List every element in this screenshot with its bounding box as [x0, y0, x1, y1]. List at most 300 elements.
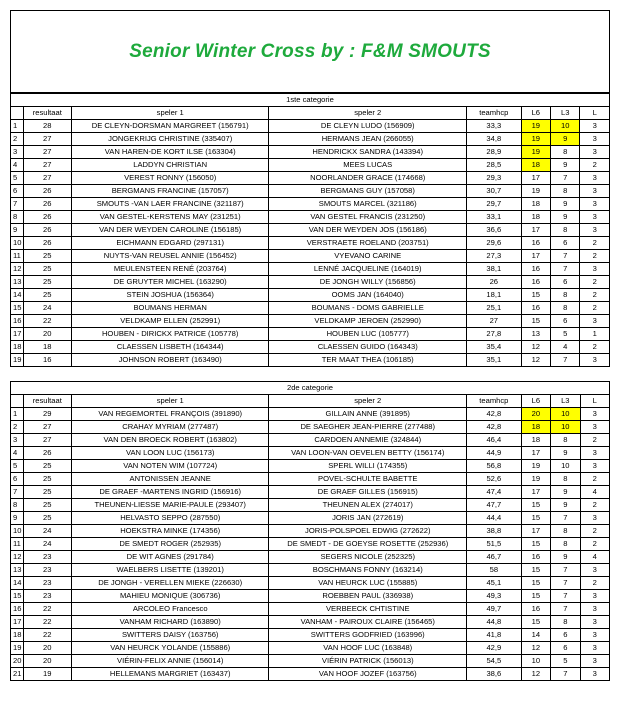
table-cell: 25: [23, 250, 71, 263]
table-cell: 52,6: [467, 473, 522, 486]
table-row: [11, 172, 610, 185]
table-row: [11, 198, 610, 211]
table-cell: 38,6: [467, 668, 522, 681]
table-cell: 4: [11, 159, 24, 172]
table-row: [11, 434, 610, 447]
table-cell: 3: [580, 263, 610, 276]
column-header: L6: [521, 107, 550, 120]
table-cell: 19: [521, 133, 550, 146]
table-cell: 10: [551, 120, 580, 133]
table-row: [11, 263, 610, 276]
table-cell: 23: [23, 564, 71, 577]
table-cell: 33,3: [466, 120, 521, 133]
table-cell: 8: [551, 434, 580, 447]
table-cell: 9: [551, 133, 580, 146]
table-row: [11, 564, 610, 577]
table-cell: 3: [580, 564, 609, 577]
table-cell: 13: [521, 328, 550, 341]
table-cell: 16: [521, 603, 550, 616]
table-cell: 5: [11, 460, 24, 473]
table-cell: 19: [23, 668, 71, 681]
table-cell: EICHMANN EDGARD (297131): [71, 237, 269, 250]
table-cell: 8: [11, 499, 24, 512]
table-cell: 6: [551, 629, 580, 642]
table-cell: 17: [11, 616, 24, 629]
table-cell: 28,5: [466, 159, 521, 172]
column-header: [11, 395, 24, 408]
table-cell: VAN DEN BROECK ROBERT (163802): [71, 434, 269, 447]
table-cell: BERGMANS FRANCINE (157057): [71, 185, 269, 198]
table-cell: 3: [580, 642, 609, 655]
table-cell: 5: [551, 328, 580, 341]
table-cell: WAELBERS LISETTE (139201): [71, 564, 269, 577]
spreadsheet: [10, 10, 610, 681]
table-cell: 17: [521, 486, 550, 499]
table-cell: 23: [23, 551, 71, 564]
table-cell: 15: [521, 564, 550, 577]
table-cell: 16: [11, 315, 24, 328]
table-cell: 20: [23, 655, 71, 668]
table-cell: SMOUTS MARCEL (321186): [269, 198, 467, 211]
table-cell: 6: [11, 473, 24, 486]
table-cell: 26: [23, 237, 71, 250]
table-cell: 29: [23, 408, 71, 421]
table-cell: LADDYN CHRISTIAN: [71, 159, 269, 172]
table-cell: 10: [551, 421, 580, 434]
table-cell: JORIS JAN (272619): [269, 512, 467, 525]
table-cell: 9: [551, 447, 580, 460]
table-cell: HOUBEN - DIRICKX PATRICE (105778): [71, 328, 269, 341]
table-row: [11, 616, 610, 629]
table-cell: 9: [551, 159, 580, 172]
table-cell: 10: [551, 460, 580, 473]
table-cell: 5: [551, 655, 580, 668]
column-header: speler 1: [71, 107, 269, 120]
table-cell: 25,1: [466, 302, 521, 315]
table-cell: 12: [521, 354, 550, 367]
table-cell: VAN GESTEL-KERSTENS MAY (231251): [71, 211, 269, 224]
table-cell: VAN HOOF LUC (163848): [269, 642, 467, 655]
table-row: [11, 668, 610, 681]
table-cell: 30,7: [466, 185, 521, 198]
table-cell: 20: [23, 642, 71, 655]
table-cell: 18,1: [466, 289, 521, 302]
table-cell: 41,8: [467, 629, 522, 642]
table-cell: 3: [580, 616, 609, 629]
table-cell: 8: [551, 185, 580, 198]
table-cell: 18: [11, 341, 24, 354]
table-cell: 44,4: [467, 512, 522, 525]
table-cell: 8: [551, 616, 580, 629]
table-cell: BERGMANS GUY (157058): [269, 185, 467, 198]
table-cell: DE WIT AGNES (291784): [71, 551, 269, 564]
table-cell: 20: [521, 408, 550, 421]
table-cell: 24: [23, 538, 71, 551]
table-cell: 15: [11, 590, 24, 603]
table-cell: VIÉRIN-FELIX ANNIE (156014): [71, 655, 269, 668]
table-cell: DE SMEDT - DE GOEYSE ROSETTE (252936): [269, 538, 467, 551]
table-cell: 10: [11, 525, 24, 538]
table-cell: 15: [521, 499, 550, 512]
table-row: [11, 538, 610, 551]
table-row: [11, 354, 610, 367]
table-cell: 17: [521, 447, 550, 460]
table-cell: 2: [580, 341, 610, 354]
column-header: L3: [551, 107, 580, 120]
table-cell: 12: [11, 551, 24, 564]
table-row: [11, 642, 610, 655]
table-row: [11, 447, 610, 460]
table-cell: 3: [580, 354, 610, 367]
table-row: [11, 250, 610, 263]
table-cell: 17: [521, 525, 550, 538]
table-row: [11, 120, 610, 133]
table-cell: VAN DER WEYDEN JOS (156186): [269, 224, 467, 237]
table-cell: 16: [521, 237, 550, 250]
table-cell: 7: [551, 250, 580, 263]
table-cell: 3: [580, 512, 609, 525]
table-cell: 15: [521, 577, 550, 590]
table-cell: VYEVANO CARINE: [269, 250, 467, 263]
table-cell: VAN LOON-VAN OEVELEN BETTY (156174): [269, 447, 467, 460]
table-cell: 18: [521, 211, 550, 224]
table-cell: VANHAM RICHARD (163890): [71, 616, 269, 629]
table-cell: VAN HEURCK YOLANDE (155886): [71, 642, 269, 655]
table-cell: 19: [521, 146, 550, 159]
table-cell: 3: [580, 590, 609, 603]
table-cell: DE CLEYN LUDO (156909): [269, 120, 467, 133]
table-cell: 8: [551, 146, 580, 159]
table-cell: 6: [551, 237, 580, 250]
table-cell: 42,9: [467, 642, 522, 655]
table-cell: VAN HAREN-DE KORT ILSE (163304): [71, 146, 269, 159]
column-header: resultaat: [23, 395, 71, 408]
table-cell: 17: [521, 224, 550, 237]
table-cell: 2: [11, 421, 24, 434]
column-header: L: [580, 395, 609, 408]
table-cell: 26: [23, 447, 71, 460]
table-cell: 15: [521, 616, 550, 629]
table-cell: DE GRUYTER MICHEL (163290): [71, 276, 269, 289]
table-row: [11, 185, 610, 198]
table-cell: 3: [580, 447, 609, 460]
table-cell: 12: [11, 263, 24, 276]
table-row: [11, 224, 610, 237]
table-cell: 22: [23, 315, 71, 328]
table-cell: 17: [11, 328, 24, 341]
table-cell: 27,3: [466, 250, 521, 263]
table-row: [11, 408, 610, 421]
table-cell: 10: [551, 408, 580, 421]
table-cell: CARDOEN ANNEMIE (324844): [269, 434, 467, 447]
column-header: [11, 107, 24, 120]
table-cell: 18: [521, 421, 550, 434]
table-cell: 3: [11, 434, 24, 447]
table-cell: 25: [23, 473, 71, 486]
table-cell: 18: [521, 434, 550, 447]
table-cell: 27: [23, 421, 71, 434]
table-cell: CRAHAY MYRIAM (277487): [71, 421, 269, 434]
table-cell: 9: [551, 551, 580, 564]
table-cell: 47,7: [467, 499, 522, 512]
table-row: [11, 590, 610, 603]
table-cell: 7: [551, 172, 580, 185]
table-cell: 3: [580, 315, 610, 328]
table-cell: CLAESSEN GUIDO (164343): [269, 341, 467, 354]
table-cell: CLAESSEN LISBETH (164344): [71, 341, 269, 354]
table-cell: 3: [580, 655, 609, 668]
table-cell: ARCOLEO Francesco: [71, 603, 269, 616]
table-cell: TER MAAT THEA (106185): [269, 354, 467, 367]
column-header: speler 2: [269, 395, 467, 408]
table-cell: 3: [580, 133, 610, 146]
table-cell: 26: [23, 224, 71, 237]
table-cell: 42,8: [467, 421, 522, 434]
table-cell: 3: [580, 185, 610, 198]
table-cell: 2: [11, 133, 24, 146]
table-cell: 2: [580, 276, 610, 289]
table-cell: 16: [521, 263, 550, 276]
table-cell: 24: [23, 302, 71, 315]
table-cell: DE JONGH - VERELLEN MIEKE (226630): [71, 577, 269, 590]
table-cell: 34,8: [466, 133, 521, 146]
table-cell: 44,9: [467, 447, 522, 460]
table-cell: 4: [11, 447, 24, 460]
table-cell: 27: [23, 172, 71, 185]
table-cell: 38,1: [466, 263, 521, 276]
table-cell: 2: [580, 434, 609, 447]
page-title: Senior Winter Cross by : F&M SMOUTS: [129, 40, 491, 62]
table-cell: 2: [580, 499, 609, 512]
table-cell: 28: [23, 120, 71, 133]
table-cell: 20: [23, 328, 71, 341]
category-header-row: [11, 382, 610, 395]
table-cell: 26: [23, 211, 71, 224]
table-cell: 25: [23, 512, 71, 525]
table-cell: 33,1: [466, 211, 521, 224]
table-cell: 14: [521, 629, 550, 642]
table-cell: 49,3: [467, 590, 522, 603]
table-row: [11, 551, 610, 564]
table-cell: HOEKSTRA MINKE (174356): [71, 525, 269, 538]
table-cell: 3: [580, 421, 609, 434]
column-header: L3: [551, 395, 580, 408]
table-cell: 18: [23, 341, 71, 354]
table-cell: 3: [580, 120, 610, 133]
table-cell: VELDKAMP ELLEN (252991): [71, 315, 269, 328]
table-cell: 7: [11, 198, 24, 211]
table-cell: 24: [23, 525, 71, 538]
table-cell: 2: [580, 538, 609, 551]
table-cell: 44,8: [467, 616, 522, 629]
table-cell: OOMS JAN (164040): [269, 289, 467, 302]
table-cell: 26: [23, 185, 71, 198]
table-cell: BOUMANS - DOMS GABRIELLE: [269, 302, 467, 315]
table-cell: DE JONGH WILLY (156856): [269, 276, 467, 289]
table-cell: 4: [580, 486, 609, 499]
table-cell: HELVASTO SEPPO (287550): [71, 512, 269, 525]
table-cell: 7: [551, 354, 580, 367]
table-cell: 16: [521, 276, 550, 289]
table-cell: 17: [521, 250, 550, 263]
table-cell: 19: [521, 473, 550, 486]
table-cell: 3: [580, 629, 609, 642]
table-cell: 12: [521, 642, 550, 655]
table-cell: THEUNEN-LIESSE MARIE-PAULE (293407): [71, 499, 269, 512]
table-cell: 8: [551, 525, 580, 538]
table-cell: ANTONISSEN JEANNE: [71, 473, 269, 486]
category-table: [10, 93, 610, 367]
table-cell: 22: [23, 616, 71, 629]
table-cell: 46,4: [467, 434, 522, 447]
table-cell: 9: [551, 486, 580, 499]
table-cell: GILLAIN ANNE (391895): [269, 408, 467, 421]
table-row: [11, 655, 610, 668]
table-cell: 3: [580, 172, 610, 185]
column-header: teamhcp: [467, 395, 522, 408]
table-cell: 29,7: [466, 198, 521, 211]
table-cell: 28,9: [466, 146, 521, 159]
table-cell: 4: [580, 551, 609, 564]
table-cell: MEULENSTEEN RENÉ (203764): [71, 263, 269, 276]
table-cell: 9: [551, 499, 580, 512]
table-cell: 8: [551, 302, 580, 315]
table-cell: HELLEMANS MARGRIET (163437): [71, 668, 269, 681]
category-table: [10, 381, 610, 681]
table-cell: SMOUTS -VAN LAER FRANCINE (321187): [71, 198, 269, 211]
table-cell: 27,8: [466, 328, 521, 341]
table-cell: 8: [551, 538, 580, 551]
table-cell: 19: [521, 120, 550, 133]
category-name: 1ste categorie: [11, 94, 610, 107]
table-cell: 8: [551, 224, 580, 237]
table-row: [11, 473, 610, 486]
table-cell: 16: [11, 603, 24, 616]
table-cell: 6: [551, 315, 580, 328]
table-cell: 49,7: [467, 603, 522, 616]
table-cell: BOSCHMANS FONNY (163214): [269, 564, 467, 577]
column-header: resultaat: [23, 107, 71, 120]
table-cell: 18: [521, 198, 550, 211]
table-cell: DE SMEDT ROGER (252935): [71, 538, 269, 551]
table-cell: 46,7: [467, 551, 522, 564]
column-header: speler 1: [71, 395, 269, 408]
table-cell: 25: [23, 499, 71, 512]
table-row: [11, 577, 610, 590]
column-header-row: [11, 107, 610, 120]
table-cell: 19: [11, 642, 24, 655]
table-row: [11, 499, 610, 512]
table-cell: SEGERS NICOLE (252325): [269, 551, 467, 564]
table-cell: 2: [580, 289, 610, 302]
table-cell: 7: [551, 577, 580, 590]
table-row: [11, 159, 610, 172]
table-row: [11, 341, 610, 354]
table-cell: 21: [11, 668, 24, 681]
table-row: [11, 146, 610, 159]
table-cell: NUYTS-VAN REUSEL ANNIE (156452): [71, 250, 269, 263]
table-cell: 45,1: [467, 577, 522, 590]
table-cell: 2: [580, 250, 610, 263]
table-cell: 26: [23, 198, 71, 211]
table-cell: 6: [11, 185, 24, 198]
table-cell: 15: [11, 302, 24, 315]
table-cell: HOUBEN LUC (105777): [269, 328, 467, 341]
table-cell: SWITTERS GODFRIED (163996): [269, 629, 467, 642]
table-cell: 27: [466, 315, 521, 328]
table-cell: JONGEKRIJG CHRISTINE (335407): [71, 133, 269, 146]
table-cell: 47,4: [467, 486, 522, 499]
table-cell: 25: [23, 486, 71, 499]
table-cell: VAN HOOF JOZEF (163756): [269, 668, 467, 681]
table-cell: VIÉRIN PATRICK (156013): [269, 655, 467, 668]
table-cell: 7: [551, 564, 580, 577]
table-row: [11, 133, 610, 146]
table-cell: 19: [521, 185, 550, 198]
table-cell: 12: [521, 668, 550, 681]
column-header-row: [11, 395, 610, 408]
table-cell: 42,8: [467, 408, 522, 421]
column-header: speler 2: [269, 107, 467, 120]
table-cell: 51,5: [467, 538, 522, 551]
table-cell: 16: [521, 302, 550, 315]
table-cell: 8: [551, 289, 580, 302]
table-cell: 13: [11, 276, 24, 289]
table-cell: 35,1: [466, 354, 521, 367]
table-cell: MAHIEU MONIQUE (306736): [71, 590, 269, 603]
table-cell: BOUMANS HERMAN: [71, 302, 269, 315]
table-row: [11, 289, 610, 302]
table-cell: 15: [521, 289, 550, 302]
table-cell: 3: [580, 668, 609, 681]
table-cell: 6: [551, 642, 580, 655]
table-cell: 14: [11, 577, 24, 590]
table-cell: 7: [551, 603, 580, 616]
table-cell: SWITTERS DAISY (163756): [71, 629, 269, 642]
table-cell: VERBEECK CHTISTINE: [269, 603, 467, 616]
table-cell: 11: [11, 538, 24, 551]
table-cell: 3: [580, 198, 610, 211]
table-cell: VELDKAMP JEROEN (252990): [269, 315, 467, 328]
table-cell: DE CLEYN-DORSMAN MARGREET (156791): [71, 120, 269, 133]
column-header: L6: [521, 395, 550, 408]
table-cell: 7: [551, 512, 580, 525]
table-cell: LENNÉ JACQUELINE (164019): [269, 263, 467, 276]
table-cell: 3: [580, 211, 610, 224]
table-cell: DE GRAEF GILLES (156915): [269, 486, 467, 499]
table-cell: 36,6: [466, 224, 521, 237]
table-row: [11, 276, 610, 289]
table-row: [11, 525, 610, 538]
table-cell: 35,4: [466, 341, 521, 354]
table-cell: 2: [580, 237, 610, 250]
table-cell: VANHAM - PAIROUX CLAIRE (156465): [269, 616, 467, 629]
table-cell: 22: [23, 629, 71, 642]
table-cell: 7: [551, 263, 580, 276]
table-cell: VAN GESTEL FRANCIS (231250): [269, 211, 467, 224]
table-cell: VAN DER WEYDEN CAROLINE (156185): [71, 224, 269, 237]
table-cell: 9: [11, 224, 24, 237]
table-cell: 29,3: [466, 172, 521, 185]
table-cell: 9: [551, 211, 580, 224]
table-cell: JORIS-POLSPOEL EDWIG (272622): [269, 525, 467, 538]
table-row: [11, 237, 610, 250]
column-header: L: [580, 107, 610, 120]
table-cell: JOHNSON ROBERT (163490): [71, 354, 269, 367]
table-cell: DE SAEGHER JEAN-PIERRE (277488): [269, 421, 467, 434]
table-cell: 56,8: [467, 460, 522, 473]
table-cell: STEIN JOSHUA (156364): [71, 289, 269, 302]
